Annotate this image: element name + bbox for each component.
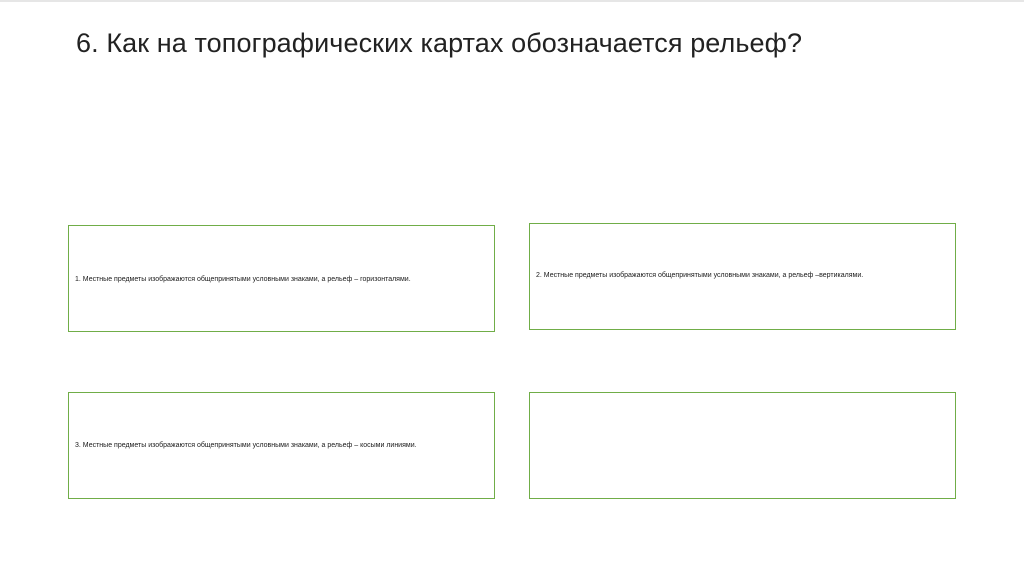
answer-option-3-text: 3. Местные предметы изображаются общепринятыми условными знаками, а рельеф – косыми линиями. bbox=[75, 442, 417, 449]
question-title: 6. Как на топографических картах обозначается рельеф? bbox=[76, 28, 803, 58]
answer-option-3[interactable] bbox=[68, 392, 495, 499]
answer-option-1[interactable] bbox=[68, 225, 495, 332]
slide-top-border bbox=[0, 0, 1024, 2]
answer-option-2[interactable] bbox=[529, 223, 956, 330]
answer-option-4[interactable] bbox=[529, 392, 956, 499]
answer-option-2-text: 2. Местные предметы изображаются общепринятыми условными знаками, а рельеф –вертикалями. bbox=[536, 272, 864, 279]
answer-option-1-text: 1. Местные предметы изображаются общепринятыми условными знаками, а рельеф – горизонталями. bbox=[75, 276, 411, 283]
